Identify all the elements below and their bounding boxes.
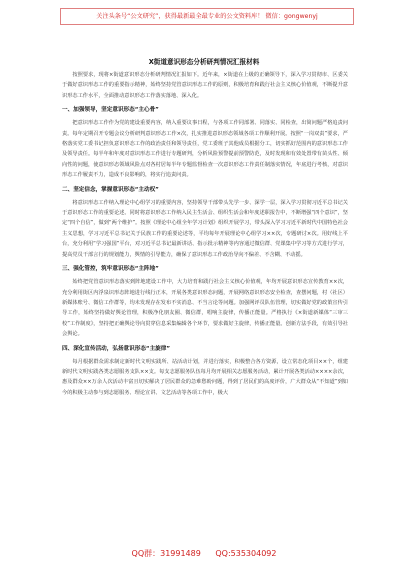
intro-paragraph: 按照要求，现将×街道意识形态分析研判情况汇报如下。近年来，×街道在上级的正确领导下，深入学习贯彻市、区委关于做好意识形态工作的重要指示精神，始终坚持党管意识形态工作的原则，积极培育和践行社会主义核心价值观，不断提升意识形态工作水平，全面推动意识形态工作落实落地、深入化。 — [62, 72, 348, 99]
footer-qq: QQ:535304092 — [215, 549, 277, 558]
section-paragraph-1: 把意识形态工作作为党的建设重要内容，纳入重要议事日程，与各项工作同部署、同落实、同检查，出简问题严格追责问责。每年定期召开专题会议分析研判意识形态工作×次，扎实推进意识形态领域各项工作顺利开展。按照“一岗双责”要求，严格落实党工委书记担负意识形态工作的政治责任和领导责任，党工委班子其他成员根据分工，切实抓好范围内的意识形态工作及领导责任。每半年和年度对意识形态工作进行专题研判，分析风险预警提前预警防范，及时发现和有效处置带有苗头性、倾向性的问题，使意识形态领域风险点对各村居每半年专题监督检查一次意识形态工作责任制落实情况，年底进行考核，对意识形态工作履责不力，造成不良影响的，将实行追责问责。 — [62, 120, 348, 179]
section-heading-1: 一、加强领导，坚定意识形态“主心骨” — [62, 107, 159, 114]
section-heading-4: 四、深化宣传活动，弘扬意识形态“主旋律” — [62, 345, 171, 352]
header-banner: 关注头条号“公文研究”，获得最新最全最专业的公文资料库！ 微信：gongwenyj — [60, 8, 354, 25]
footer-contact — [0, 548, 408, 559]
section-heading-3: 三、强化管控，筑牢意识形态“主阵地” — [62, 266, 159, 273]
section-paragraph-4: 每月根据群众需求制定新时代文明实践所、站活动计划，并进行落实，积极整合各方资源，设立常态化项目××个，组建新时代文明实践各类志愿服务支队××支。每支志愿服务队伍每月均开展相关志愿服务活动，累计开展各类活动××××余次，惠及群众××万余人次活动丰富且切实解决了居民群众的急难愁盼问题，得到了居民们的高度评价，广大群众从“不知道”到如今的积极主动参与到志愿服务、理论宣讲、文艺活动等各项工作中，极大 — [62, 358, 348, 396]
section-heading-2: 二、坚定信念，掌握意识形态“主动权” — [62, 186, 159, 193]
document-body — [62, 70, 348, 398]
footer-qq-group: QQ群：31991489 — [131, 549, 201, 558]
document-title: X街道意识形态分析研判情况汇报材料 — [148, 58, 260, 66]
section-paragraph-2: 将意识形态工作纳入理论中心组学习的重要内容，坚持领导干部带头先学一步、深学一层，深入学习贯彻习近平总书记关于意识形态工作的重要论述。同时将意识形态工作纳入民主生活会、组织生活会和年度述职报告中，不断增强“四个意识”，坚定“四个自信”，做到“两个维护”。按照《理论中心组全年学习计划》组织开展学习，带头深入学习习近平新时代中国特色社会主义思想，学习习近平总书记关于民族工作的重要论述等，平均每年开展理论中心组学习××次，专题研讨×次。用好线上平台，充分利用“学习强国”平台，对习近平总书记最新讲话、指示批示精神等内容通过微信群、党课集中学习等方式进行学习，提高党员干部言行的规划能力，舆情的引导能力，确保了意识形态工作政治导向不偏差、不含糊、不动摇。 — [62, 199, 348, 258]
section-paragraph-3: 始终把党管意识形态落实到阵地建设工作中，大力培育和践行社会主义核心价值观，年均开展意识形态宣传教育××次，充分利用街区内浮泉识形态阵地进行线行正本，开展各类意识形态问题，开展网络意识形态安全检查，查摆问题，村（社区）新媒体账号、微信工作群等，均未发现存在发布不实消息、不当言论等问题。加强网评员队伍管理，切实做好党的政策宣传引导工作，始终坚持做好舆论管理，积极净化朋友圈、微信群，唱响主旋律，传播正能量。严格执行《×街道新媒体“三审三校”工作制度》，坚持把正确舆论导向贯穿信息采集编辑各个环节，要求做好主旋律，传播正能量。创新方法手段，有效引导社会舆论。 — [62, 279, 348, 338]
